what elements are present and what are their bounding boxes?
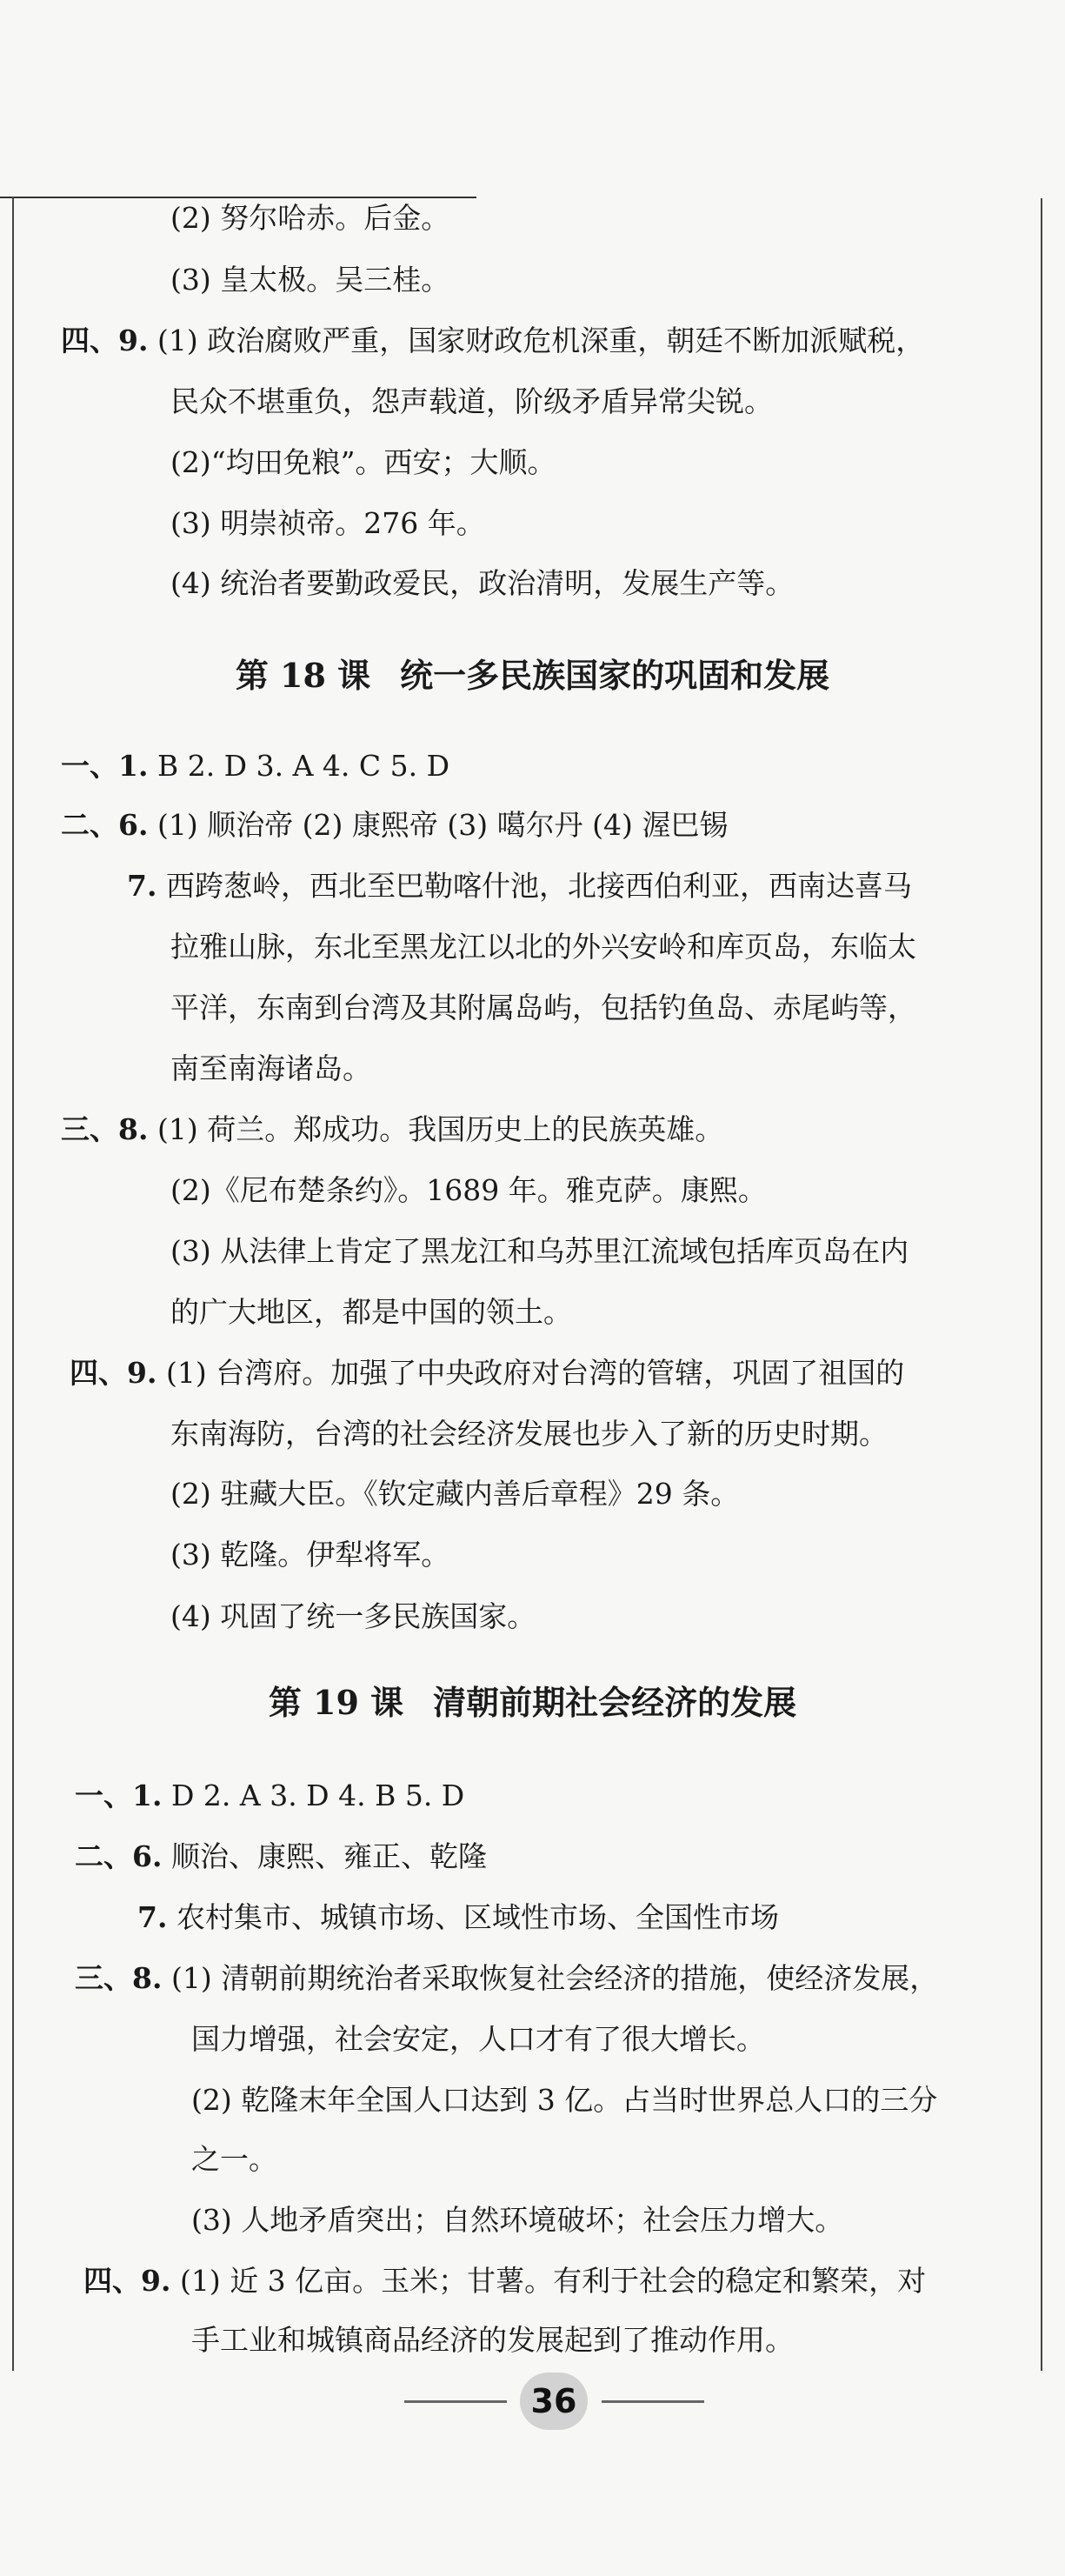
answer-line: 二、6. (1) 顺治帝 (2) 康熙帝 (3) 噶尔丹 (4) 渥巴锡: [61, 808, 729, 842]
question-number: 7.: [127, 869, 157, 903]
answer-line: 南至南海诸岛。: [170, 1051, 371, 1085]
answer-line: 三、8. (1) 清朝前期统治者采取恢复社会经济的措施，使经济发展，: [75, 1961, 939, 1995]
lesson-title: 统一多民族国家的巩固和发展: [400, 656, 830, 695]
answer-line: 7. 农村集市、城镇市场、区域性市场、全国性市场: [137, 1900, 779, 1934]
top-rule: [0, 197, 476, 198]
answer-line: (2)“均田免粮”。西安；大顺。: [170, 445, 556, 479]
question-number: 二、6.: [61, 808, 149, 842]
answer-line: 的广大地区，都是中国的领土。: [170, 1295, 572, 1329]
question-number: 四、9.: [83, 2264, 171, 2298]
lesson-heading-19: [0, 1682, 1065, 1724]
answer-line: 一、1. D 2. A 3. D 4. B 5. D: [75, 1779, 465, 1812]
answer-line: (3) 从法律上肯定了黑龙江和乌苏里江流域包括库页岛在内: [170, 1234, 909, 1268]
lesson-number: 第 18 课: [235, 656, 371, 695]
answer-line: 四、9. (1) 近 3 亿亩。玉米；甘薯。有利于社会的稳定和繁荣，对: [83, 2264, 927, 2298]
question-number: 三、8.: [75, 1961, 163, 1995]
page-number: 36: [520, 2372, 588, 2430]
answer-line: 四、9. (1) 台湾府。加强了中央政府对台湾的管辖，巩固了祖国的: [70, 1356, 905, 1390]
answer-line: (4) 巩固了统一多民族国家。: [170, 1599, 536, 1633]
answer-line: (4) 统治者要勤政爱民，政治清明，发展生产等。: [170, 566, 795, 600]
answer-line: 国力增强，社会安定，人口才有了很大增长。: [191, 2022, 765, 2056]
answer-line: (2)《尼布楚条约》。1689 年。雅克萨。康熙。: [170, 1173, 767, 1207]
answer-line: 一、1. B 2. D 3. A 4. C 5. D: [61, 749, 450, 783]
question-number: 四、9.: [70, 1356, 157, 1390]
question-number: 7.: [137, 1900, 168, 1934]
answer-line: 东南海防，台湾的社会经济发展也步入了新的历史时期。: [170, 1417, 888, 1451]
answer-line: 四、9. (1) 政治腐败严重，国家财政危机深重，朝廷不断加派赋税，: [61, 324, 925, 357]
answer-line: (3) 人地矛盾突出；自然环境破坏；社会压力增大。: [191, 2203, 844, 2237]
lesson-title: 清朝前期社会经济的发展: [433, 1683, 797, 1722]
left-margin-rule: [12, 197, 14, 2371]
answer-line: (2) 乾隆末年全国人口达到 3 亿。占当时世界总人口的三分: [191, 2083, 938, 2117]
answer-line: (3) 皇太极。吴三桂。: [170, 263, 450, 297]
answer-line: (2) 努尔哈赤。后金。: [170, 201, 450, 235]
answer-line: 民众不堪重负，怨声载道，阶级矛盾异常尖锐。: [170, 384, 773, 418]
answer-line: 之一。: [191, 2142, 277, 2176]
lesson-heading-18: [0, 655, 1065, 697]
answer-line: 平洋，东南到台湾及其附属岛屿，包括钓鱼岛、赤尾屿等，: [170, 991, 916, 1024]
answer-line: 二、6. 顺治、康熙、雍正、乾隆: [75, 1839, 487, 1873]
answer-line: (2) 驻藏大臣。《钦定藏内善后章程》29 条。: [170, 1477, 740, 1511]
right-margin-rule: [1041, 198, 1042, 2371]
question-number: 一、1.: [75, 1779, 163, 1812]
lesson-number: 第 19 课: [268, 1683, 404, 1722]
page-number-rule-right: [602, 2400, 704, 2403]
answer-line: 7. 西跨葱岭，西北至巴勒喀什池，北接西伯利亚，西南达喜马: [127, 869, 912, 903]
answer-line: (3) 乾隆。伊犁将军。: [170, 1538, 450, 1572]
answer-line: (3) 明崇祯帝。276 年。: [170, 506, 485, 540]
answer-line: 拉雅山脉，东北至黑龙江以北的外兴安岭和库页岛，东临太: [170, 930, 916, 964]
question-number: 三、8.: [61, 1112, 149, 1146]
answer-line: 手工业和城镇商品经济的发展起到了推动作用。: [191, 2323, 794, 2357]
page-number-rule-left: [404, 2400, 507, 2403]
question-number: 四、9.: [61, 324, 149, 357]
answer-line: 三、8. (1) 荷兰。郑成功。我国历史上的民族英雄。: [61, 1112, 724, 1146]
question-number: 一、1.: [61, 749, 149, 783]
question-number: 二、6.: [75, 1839, 163, 1873]
